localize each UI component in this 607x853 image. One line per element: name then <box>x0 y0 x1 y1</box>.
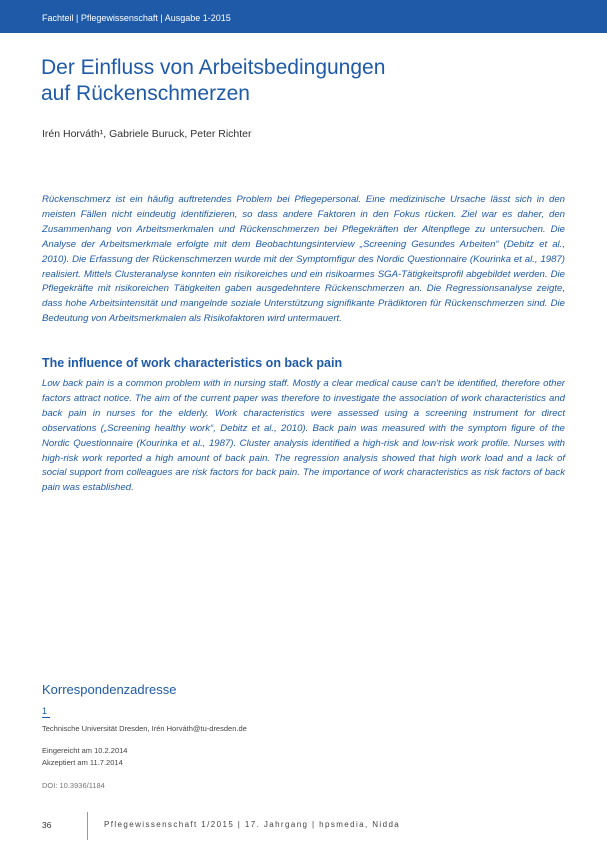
running-head: Fachteil | Pflegewissenschaft | Ausgabe 1-2015 <box>42 13 231 23</box>
page-number: 36 <box>42 820 52 830</box>
abstract-english: Low back pain is a common problem with in nursing staff. Mostly a clear medical cause can't be identified, therefore other factors attract notice. The aim of the current paper was therefore to investigate the association of work characteristics and back pain in nurses for the elderly. Work characteristics were assessed using a screening instrument for direct observations („Screening healthy work“, Debitz et al., 2010). Back pain was measured with the symptom figure of the Nordic Questionnaire (Kourinka et al., 1987). Cluster analysis identified a high-risk and low-risk work profile. Nurses with high-risk work reported a high amount of back pain. The regression analysis showed that high work load and a lack of social support from colleagues are risk factors for back pain. The importance of work characteristics as risk factors of back pain was established. <box>42 378 565 494</box>
footer-journal-info: Pflegewissenschaft 1/2015 | 17. Jahrgang | hpsmedia, Nidda <box>104 820 401 829</box>
title-line-2: auf Rückenschmerzen <box>41 82 250 105</box>
authors: Irén Horváth¹, Gabriele Buruck, Peter Richter <box>42 128 252 140</box>
footer-divider <box>87 812 88 840</box>
english-subtitle: The influence of work characteristics on back pain <box>42 356 343 370</box>
header-bar <box>0 0 607 33</box>
doi: DOI: 10.3936/1184 <box>42 781 105 790</box>
title-line-1: Der Einfluss von Arbeitsbedingungen <box>41 56 386 79</box>
correspondence-heading: Korrespondenzadresse <box>42 682 177 697</box>
article-title <box>41 55 561 107</box>
accepted-date: Akzeptiert am 11.7.2014 <box>42 758 123 767</box>
footnote-number: 1 <box>42 706 48 716</box>
abstract-german: Rückenschmerz ist ein häufig auftretendes Problem bei Pflegepersonal. Eine medizinische Ursache lässt sich in den meisten Fällen nicht eindeutig identifizieren, so dass andere Faktoren in den Fokus rücken. Ziel war es daher, den Zusammenhang von Arbeitsmerkmalen und Rückenschmerzen bei Pflegekräften der Altenpflege zu untersuchen. Die Analyse der Arbeitsmerkmale erfolgte mit dem Beobachtungsinterview „Screening Gesundes Arbeiten“ (Debitz et al., 2010). Die Erfassung der Rückenschmerzen wurde mit der Symptomfigur des Nordic Questionnaire (Kourinka et al., 1987) realisiert. Mittels Clusteranalyse konnten ein risikoreiches und ein risikoarmes SGA-Tätigkeitsprofil abgebildet werden. Die Pflegekräfte mit risikoreichen Tätigkeiten gaben ausgedehntere Rückenschmerzen an. Die Regressionsanalyse zeigte, dass hohe Arbeitsintensität und mangelnde soziale Unterstützung signifikante Prädiktoren für Rückenschmerzen sind. Die Bedeutung von Arbeitsmerkmalen als Risikofaktoren wird untermauert. <box>42 194 565 325</box>
footnote-rule <box>42 717 50 718</box>
correspondence-address: Technische Universität Dresden, Irén Horváth@tu-dresden.de <box>42 724 247 733</box>
received-date: Eingereicht am 10.2.2014 <box>42 746 128 755</box>
